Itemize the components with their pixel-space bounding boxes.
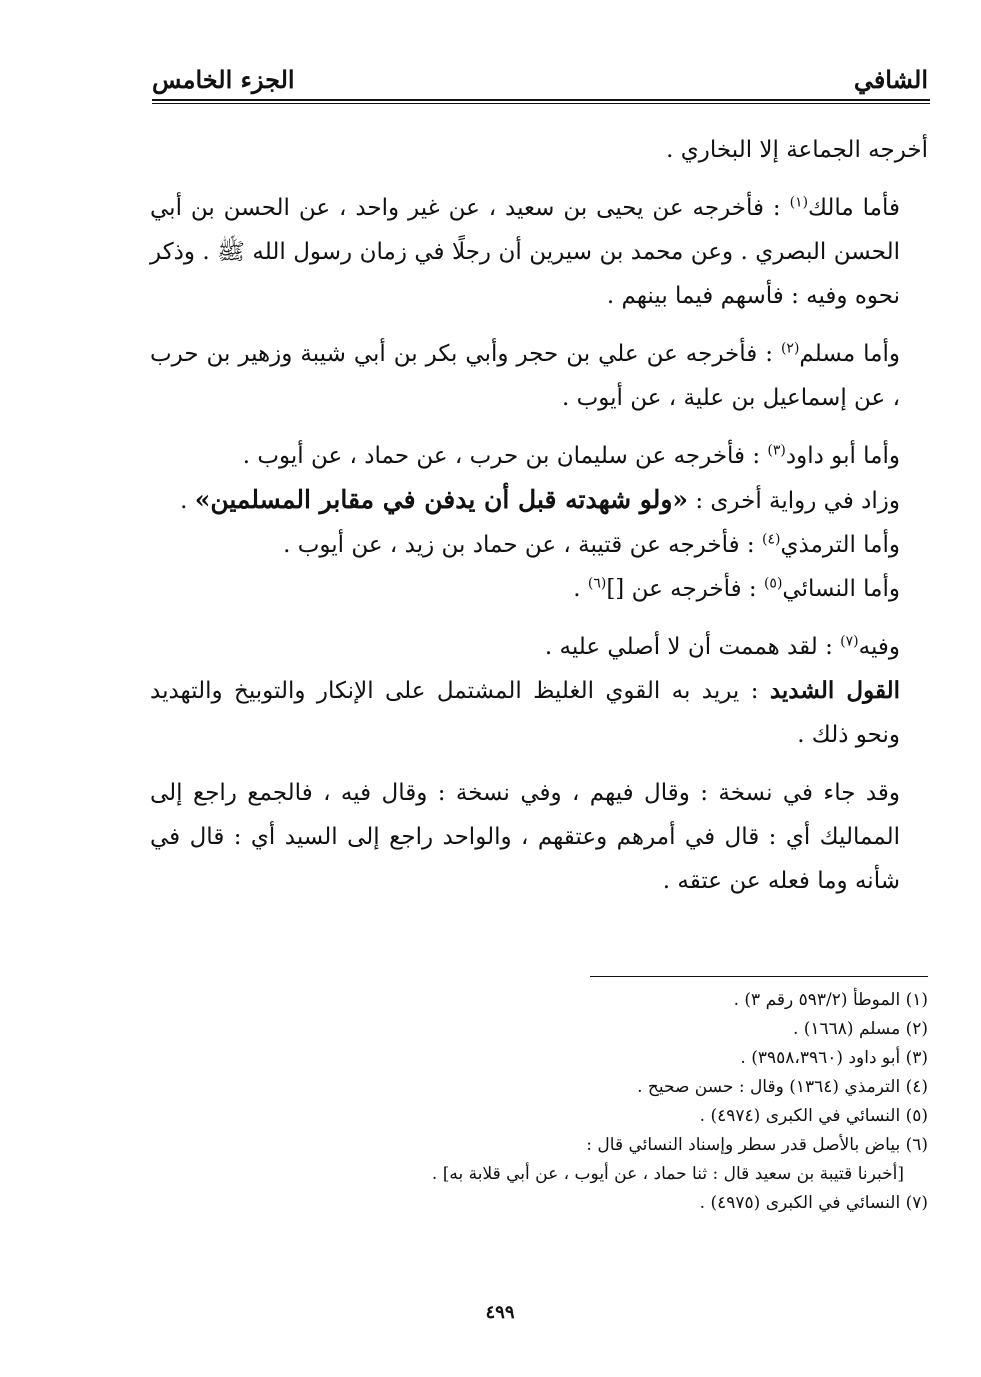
text-run: . bbox=[573, 576, 588, 602]
footnote: (٣) أبو داود (٣٩٥٨،٣٩٦٠) . bbox=[740, 1048, 928, 1068]
footnote-ref: (٥) bbox=[763, 575, 783, 592]
text-run: وأما مسلم bbox=[799, 341, 900, 367]
footnote: (٢) مسلم (١٦٦٨) . bbox=[792, 1019, 928, 1039]
hadith-quote: «ولو شهدته قبل أن يدفن في مقابر المسلمين» bbox=[194, 485, 689, 514]
footnote: (١) الموطأ (٥٩٣/٢ رقم ٣) . bbox=[733, 990, 928, 1010]
running-header bbox=[152, 52, 928, 96]
text-run: : فأخرجه عن سليمان بن حرب ، عن حماد ، عن أيوب . bbox=[242, 443, 768, 469]
text-run: وقد جاء في نسخة : وقال فيهم ، وفي نسخة : وقال فيه ، فالجمع راجع إلى المماليك أي : قال في أمرهم وعتقهم ، والواحد راجع إلى السيد أي : قال في شأنه وما فعله عن عتقه . bbox=[150, 780, 900, 894]
paragraph bbox=[150, 434, 928, 478]
term-heading: القول الشديد bbox=[769, 677, 900, 704]
footnote: [أخبرنا قتيبة بن سعيد قال : ثنا حماد ، عن أيوب ، عن أبي قلابة به] . bbox=[431, 1164, 904, 1184]
paragraph bbox=[150, 478, 928, 523]
footnote: (٦) بياض بالأصل قدر سطر وإسناد النسائي قال : bbox=[586, 1135, 928, 1155]
text-run: وأما أبو داود bbox=[785, 443, 900, 469]
text-run: وفيه bbox=[858, 634, 900, 660]
header-rule-thin bbox=[152, 103, 930, 104]
footnote-ref: (٢) bbox=[780, 340, 800, 357]
footnote-ref: (١) bbox=[789, 194, 809, 211]
text-run: : لقد هممت أن لا أصلي عليه . bbox=[544, 634, 841, 660]
text-run: فأما مالك bbox=[808, 195, 900, 221]
text-run: أخرجه الجماعة إلا البخاري . bbox=[666, 137, 928, 163]
paragraph bbox=[150, 771, 928, 903]
paragraph bbox=[150, 567, 928, 611]
paragraph bbox=[150, 128, 928, 172]
footnote-separator bbox=[590, 976, 928, 977]
footnote: (٤) الترمذي (١٣٦٤) وقال : حسن صحيح . bbox=[637, 1077, 928, 1097]
text-run: : يريد به القوي الغليظ المشتمل على الإنكار والتوبيخ والتهديد ونحو ذلك . bbox=[150, 678, 900, 748]
main-text bbox=[150, 128, 928, 903]
text-run: وزاد في رواية أخرى : bbox=[688, 488, 900, 514]
paragraph bbox=[150, 523, 928, 567]
footnote-ref: (٧) bbox=[840, 633, 859, 650]
header-volume-title: الجزء الخامس bbox=[152, 65, 295, 94]
header-book-title: الشافي bbox=[853, 65, 928, 94]
text-run: : فأخرجه عن يحيى بن سعيد ، عن غير واحد ، عن الحسن بن أبي الحسن البصري . وعن محمد بن سيرين أن رجلًا في زمان رسول الله ﷺ . وذكر نحوه وفيه : فأسهم فيما بينهم . bbox=[150, 195, 900, 309]
footnotes bbox=[280, 986, 928, 1218]
paragraph bbox=[150, 669, 928, 757]
footnote-ref: (٦) bbox=[587, 575, 607, 592]
paragraph bbox=[150, 625, 928, 669]
text-run: وأما الترمذي bbox=[780, 532, 900, 558]
page-number: ٤٩٩ bbox=[485, 1302, 515, 1323]
text-run: : فأخرجه عن قتيبة ، عن حماد بن زيد ، عن أيوب . bbox=[283, 532, 762, 558]
footnote: (٧) النسائي في الكبرى (٤٩٧٥) . bbox=[699, 1193, 928, 1213]
text-run: وأما النسائي bbox=[782, 576, 900, 602]
text-run: : فأخرجه عن علي بن حجر وأبي بكر بن أبي شيبة وزهير بن حرب ، عن إسماعيل بن علية ، عن أيوب . bbox=[150, 341, 900, 411]
text-run: . bbox=[180, 488, 195, 514]
paragraph bbox=[150, 186, 928, 318]
header-rule bbox=[152, 99, 930, 101]
footnote-ref: (٤) bbox=[761, 531, 781, 548]
text-run: : فأخرجه عن [] bbox=[606, 576, 764, 602]
footnote: (٥) النسائي في الكبرى (٤٩٧٤) . bbox=[699, 1106, 928, 1126]
footnote-ref: (٣) bbox=[767, 442, 786, 459]
paragraph bbox=[150, 332, 928, 420]
